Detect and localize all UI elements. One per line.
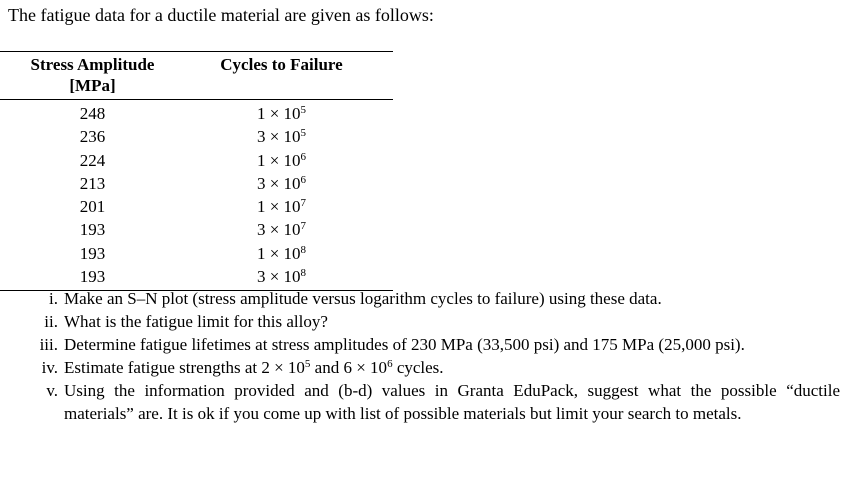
question-list [20,287,840,425]
stress-cell: 193 [79,267,106,287]
table-row [0,265,393,288]
header-stress-label: Stress Amplitude [30,55,155,74]
table-header [0,52,393,100]
cycles-exponent: 8 [300,267,307,280]
table-row [0,149,393,172]
cycles-exponent: 6 [300,173,307,186]
question-text: Determine fatigue lifetimes at stress amplitudes of 230 MPa (33,500 psi) and 175 MPa (25,000 psi). [64,335,745,354]
cycles-exponent: 7 [300,220,307,233]
stress-cell: 193 [79,243,106,263]
cycles-exponent: 8 [300,243,307,256]
question-text-part: cycles. [392,358,444,377]
question-number: iv. [41,358,58,377]
header-cycles-to-failure: Cycles to Failure [220,55,343,74]
cycles-exponent: 6 [300,150,307,163]
exponent: 5 [304,358,311,370]
cycles-cell [185,149,374,172]
table-row [0,125,393,148]
list-item [20,379,840,425]
cycles-cell [185,218,374,241]
table-row [0,102,393,125]
cycles-mantissa: 3 × 10 [256,127,301,147]
stress-cell: 236 [79,127,106,147]
cycles-cell [185,172,374,195]
table-row [0,242,393,265]
list-item [20,310,840,333]
table-row [0,218,393,241]
cycles-exponent: 5 [300,104,307,116]
fatigue-data-table [0,51,393,291]
stress-cell: 193 [79,220,106,240]
question-text-part: and 6 × 10 [310,358,388,377]
cycles-cell [185,102,374,125]
table-row [0,195,393,218]
cycles-cell [185,265,374,288]
question-number: i. [49,289,58,308]
cycles-mantissa: 3 × 10 [256,220,301,240]
cycles-cell [185,125,374,148]
exponent: 6 [387,358,393,370]
cycles-mantissa: 1 × 10 [256,197,301,217]
cycles-mantissa: 1 × 10 [256,150,301,170]
question-text: Using the information provided and (b-d) values in Granta EduPack, suggest what the possible “ductile materials” are. It is ok if you come up with list of possible materials but limit your search to metals. [64,381,840,423]
list-item [20,356,840,379]
question-text: Make an S–N plot (stress amplitude versus logarithm cycles to failure) using these data. [64,289,662,308]
stress-cell: 201 [79,197,106,217]
question-text: What is the fatigue limit for this alloy? [64,312,328,331]
list-item [20,287,840,310]
question-text-part: Estimate fatigue strengths at 2 × 10 [64,358,305,377]
header-stress-amplitude [0,52,185,99]
question-number: iii. [39,335,58,354]
stress-cell: 213 [79,173,106,193]
question-text [64,356,840,379]
cycles-exponent: 5 [300,127,307,140]
cycles-mantissa: 3 × 10 [256,173,301,193]
stress-cell: 248 [79,104,106,123]
header-stress-unit: [MPa] [69,76,116,95]
question-number: v. [46,381,58,400]
cycles-mantissa: 1 × 10 [256,104,301,123]
table-row [0,172,393,195]
list-item [20,333,840,356]
intro-text: The fatigue data for a ductile material are given as follows: [8,5,434,25]
table-body [0,100,393,290]
cycles-mantissa: 1 × 10 [256,243,301,263]
cycles-cell [185,242,374,265]
stress-cell: 224 [79,150,106,170]
cycles-mantissa: 3 × 10 [256,267,301,287]
cycles-exponent: 7 [300,197,307,210]
cycles-cell [185,195,374,218]
question-number: ii. [44,312,58,331]
